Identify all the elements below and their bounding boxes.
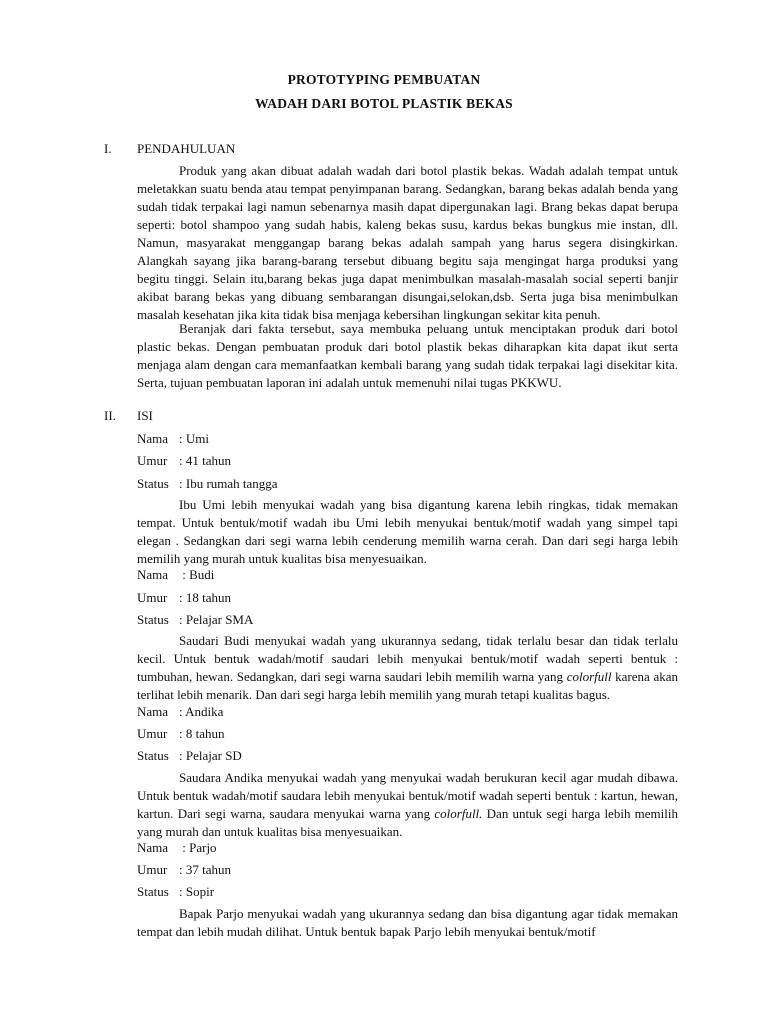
respondent3-description (137, 769, 678, 841)
status-label: Status (137, 476, 169, 491)
description-text-a: Saudari Budi menyukai wadah yang ukurannya sedang, tidak terlalu besar dan tidak terlalu kecil. Untuk bentuk wadah/motif saudari lebih menyukai bentuk/motif wadah seperti bentuk : tumbuhan, hewan. Sedangkan, dari segi warna saudari lebih memilih warna yang (137, 633, 678, 684)
document-title-line1: PROTOTYPING PEMBUATAN (287, 72, 481, 87)
respondent1-name (137, 431, 209, 447)
section1-paragraph2: Beranjak dari fakta tersebut, saya membuka peluang untuk menciptakan produk dari botol plastic bekas. Dengan pembuatan produk dari botol plastik bekas diharapkan kita dapat ikut serta menjaga alam dengan cara memanfaatkan kembali barang yang sudah tidak terpakai lagi disekitar kita. Serta, tujuan pembuatan laporan ini adalah untuk memenuhi nilai tugas PKKWU. (137, 321, 678, 390)
section2-number: II. (104, 408, 116, 423)
section2-heading: ISI (137, 408, 153, 423)
description-text-a: Saudara Andika menyukai wadah yang menyukai wadah berukuran kecil agar mudah dibawa. Untuk bentuk wadah/motif saudara lebih menyukai bentuk/motif wadah seperti bentuk : kartun, hewan, kartun. Dari segi warna, saudara menyukai warna yang (137, 770, 678, 821)
status-value: : Ibu rumah tangga (179, 476, 278, 491)
status-label: Status (137, 884, 169, 899)
respondent4-description: Bapak Parjo menyukai wadah yang ukurannya sedang dan bisa digantung agar tidak memakan tempat dan lebih mudah dilihat. Untuk bentuk bapak Parjo lebih menyukai bentuk/motif (137, 906, 678, 939)
respondent1-age (137, 453, 231, 469)
respondent3-age (137, 726, 225, 742)
section1-paragraph1: Produk yang akan dibuat adalah wadah dari botol plastik bekas. Wadah adalah tempat untuk meletakkan suatu benda atau tempat penyimpanan barang. Sedangkan, barang bekas adalah benda yang sudah tidak terpakai lagi namun sebenarnya masih dapat dipergunakan lagi. Brang bekas dapat berupa seperti: botol shampoo yang sudah habis, kaleng bekas susu, kardus bekas bungkus mie instan, dll. Namun, masyarakat menggangap barang bekas adalah sampah yang harus segera disingkirkan. Alangkah sayang jika barang-barang tersebut dibuang begitu saja mengingat harga produksi yang begitu tinggi. Selain itu,barang bekas juga dapat menimbulkan masalah-masalah social seperti banjir akibat barang bekas yang dibuang sembarangan disungai,selokan,dsb. Serta juga bisa menimbulkan masalah kesehatan jika kita tidak bisa menjaga kebersihan lingkungan sekitar kita penuh. (137, 163, 678, 322)
document-title-line2: WADAH DARI BOTOL PLASTIK BEKAS (255, 96, 513, 111)
name-value: : Umi (179, 431, 209, 446)
status-label: Status (137, 748, 169, 763)
age-value: : 37 tahun (179, 862, 231, 877)
name-label: Nama (137, 704, 169, 719)
respondent1-description: Ibu Umi lebih menyukai wadah yang bisa digantung karena lebih ringkas, tidak memakan tempat. Untuk bentuk/motif wadah ibu Umi lebih menyukai bentuk/motif wadah yang simpel tapi elegan . Sedangkan dari segi warna lebih cenderung memilih warna cerah. Dan dari segi harga lebih memilih yang murah untuk kualitas bisa menyesuaikan. (137, 497, 678, 566)
respondent4-age (137, 862, 231, 878)
name-label: Nama (137, 567, 169, 582)
description-emphasis: colorfull (566, 669, 612, 684)
section1-number: I. (104, 141, 112, 156)
respondent2-name (137, 567, 214, 583)
age-value: : 41 tahun (179, 453, 231, 468)
status-value: : Sopir (179, 884, 215, 899)
name-label: Nama (137, 431, 169, 446)
name-label: Nama (137, 840, 169, 855)
age-label: Umur (137, 590, 168, 605)
description-text-b: Dan untuk segi harga lebih memilih yang murah dan untuk kualitas bisa menyesuaikan. (137, 806, 679, 839)
respondent2-description (137, 632, 678, 704)
respondent4-name (137, 840, 217, 856)
respondent2-status (137, 612, 253, 628)
age-label: Umur (137, 453, 168, 468)
name-value: : Budi (179, 567, 215, 582)
name-value: : Andika (179, 704, 224, 719)
age-label: Umur (137, 862, 168, 877)
respondent3-status (137, 748, 242, 764)
respondent3-name (137, 704, 223, 720)
status-label: Status (137, 612, 169, 627)
age-label: Umur (137, 726, 168, 741)
description-emphasis: colorfull. (434, 806, 483, 821)
name-value: : Parjo (179, 840, 217, 855)
age-value: : 18 tahun (179, 590, 231, 605)
description-text-b: karena akan terlihat lebih menarik. Dan dari segi harga lebih memilih yang murah tetapi kualitas bagus. (137, 669, 678, 702)
status-value: : Pelajar SMA (179, 612, 254, 627)
respondent1-status (137, 476, 278, 492)
respondent2-age (137, 590, 231, 606)
respondent4-status (137, 884, 214, 900)
section1-heading: PENDAHULUAN (137, 141, 236, 156)
status-value: : Pelajar SD (179, 748, 242, 763)
age-value: : 8 tahun (179, 726, 225, 741)
